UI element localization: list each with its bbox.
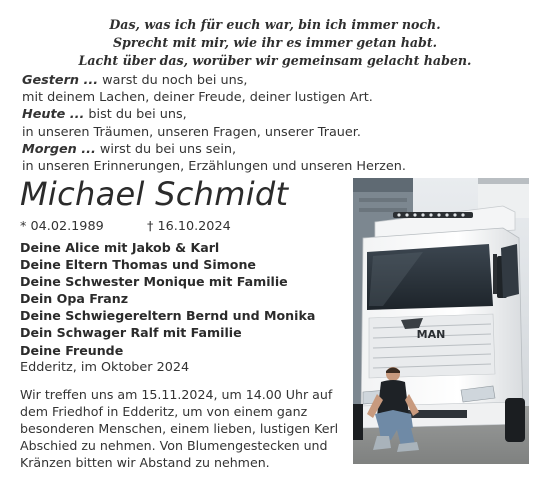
birth-date: * 04.02.1989: [20, 219, 104, 234]
verse-text: bist du bei uns,: [84, 107, 187, 123]
funeral-line: Abschied zu nehmen. Von Blumengestecken und: [20, 438, 328, 454]
verse-keyword-morgen: Morgen ...: [22, 141, 96, 157]
deceased-name: Michael Schmidt: [20, 175, 289, 213]
truck-brand-badge: MAN: [416, 328, 446, 341]
funeral-notice: [20, 386, 350, 471]
funeral-line: Wir treffen uns am 15.11.2024, um 14.00 Uhr auf: [20, 387, 333, 402]
poem-line: Lacht über das, worüber wir gemeinsam gelacht haben.: [78, 53, 472, 68]
verse-keyword-gestern: Gestern ...: [22, 73, 99, 88]
mourner-line: Deine Freunde: [20, 342, 124, 358]
funeral-line: besonderen Menschen, einem lieben, lustigen Kerl: [20, 421, 339, 437]
place-and-date: Edderitz, im Oktober 2024: [20, 360, 190, 375]
portrait-photo-truck: [353, 178, 529, 464]
verse-line: [22, 141, 532, 158]
verse-line: mit deinem Lachen, deiner Freude, deiner lustigen Art.: [22, 90, 373, 106]
verse-text: wirst du bei uns sein,: [95, 141, 237, 157]
death-date: † 16.10.2024: [147, 219, 231, 234]
verse-line: [22, 106, 532, 123]
mourner-line: Dein Schwager Ralf mit Familie: [20, 325, 242, 341]
verse-line: in unseren Träumen, unseren Fragen, unserer Trauer.: [22, 124, 361, 140]
mourner-line: Deine Schwester Monique mit Familie: [20, 274, 288, 290]
verse-line: in unseren Erinnerungen, Erzählungen und unseren Herzen.: [22, 159, 406, 175]
poem-line: Das, was ich für euch war, bin ich immer noch.: [109, 17, 441, 32]
funeral-line: Kränzen bitten wir Abstand zu nehmen.: [20, 455, 270, 471]
verse-block: [22, 72, 532, 175]
verse-text: warst du noch bei uns,: [98, 73, 248, 88]
mourner-line: Dein Opa Franz: [20, 291, 129, 307]
verse-line: [22, 72, 532, 89]
mourner-line: Deine Schwiegereltern Bernd und Monika: [20, 308, 316, 324]
memorial-poem: [60, 16, 490, 70]
mourner-line: Deine Eltern Thomas und Simone: [20, 257, 256, 273]
mourners-list: [20, 239, 350, 359]
mourner-line: Deine Alice mit Jakob & Karl: [20, 240, 220, 255]
poem-line: Sprecht mit mir, wie ihr es immer getan habt.: [112, 35, 438, 50]
verse-keyword-heute: Heute ...: [22, 107, 85, 123]
funeral-line: dem Friedhof in Edderitz, um von einem ganz: [20, 404, 308, 420]
